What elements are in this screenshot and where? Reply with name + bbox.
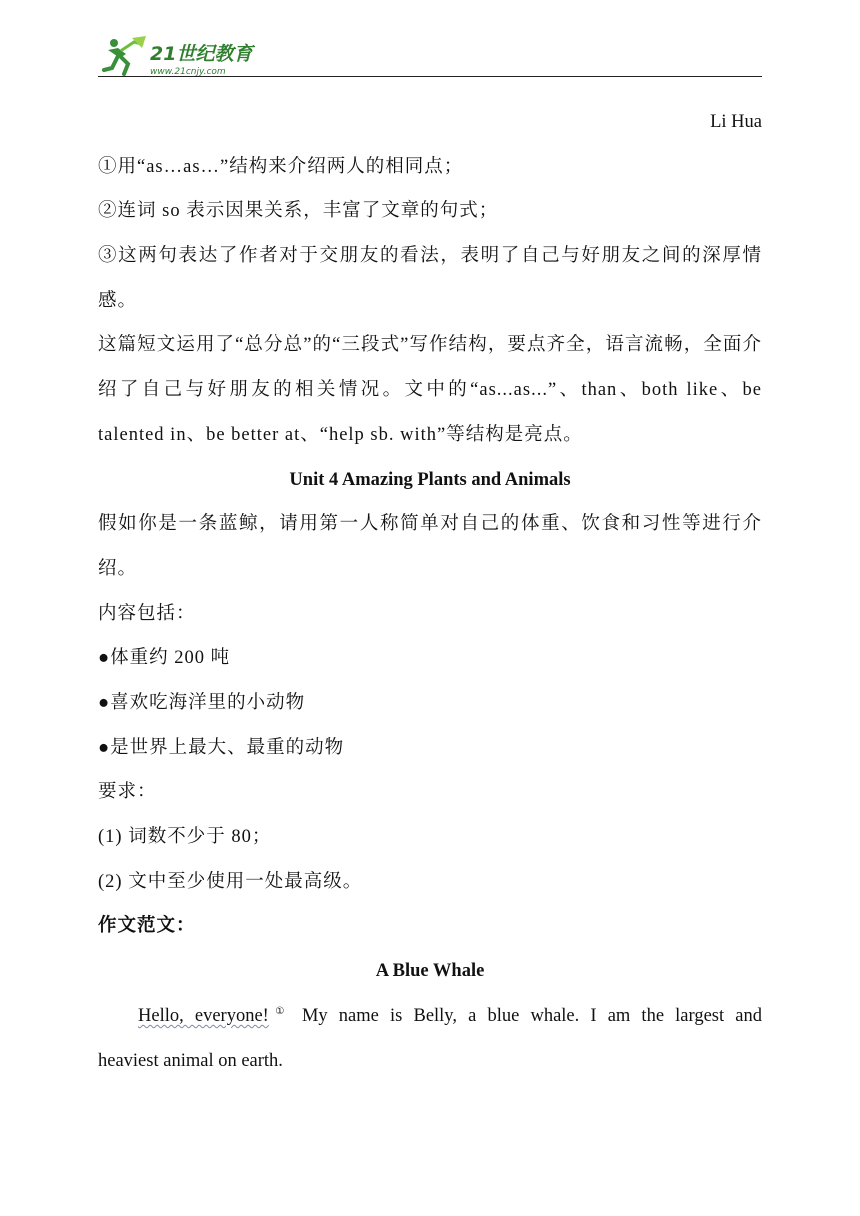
logo-text: 21世纪教育: [150, 43, 253, 65]
annotation-marker: ①: [268, 1005, 291, 1017]
unit-title: Unit 4 Amazing Plants and Animals: [289, 469, 571, 490]
content-label: 内容包括：: [98, 603, 196, 624]
requirement-item: (1) 词数不少于 80；: [98, 827, 272, 848]
note-2: ②连词 so 表示因果关系，丰富了文章的句式；: [98, 201, 499, 222]
requirement-item: (2) 文中至少使用一处最高级。: [98, 871, 363, 892]
essay-text: My name is Belly, a blue whale. I am the largest and: [290, 1005, 762, 1026]
header-rule: [98, 76, 762, 77]
document-body: [98, 100, 762, 1083]
essay-line-2: heaviest animal on earth.: [98, 1050, 283, 1071]
logo-url-text: www.21cnjy.com: [150, 67, 226, 77]
note-1: ①用“as…as…”结构来介绍两人的相同点；: [98, 156, 464, 177]
essay-title: A Blue Whale: [375, 961, 485, 982]
essay-greeting: Hello, everyone!: [138, 1005, 269, 1026]
note-3: ③这两句表达了作者对于交朋友的看法，表明了自己与好朋友之间的深厚情感。: [98, 246, 762, 311]
bullet-item: ●喜欢吃海洋里的小动物: [98, 693, 306, 714]
page-header: [98, 30, 762, 80]
signature: Li Hua: [710, 112, 762, 132]
sample-label: 作文范文：: [98, 916, 196, 937]
bullet-item: ●体重约 200 吨: [98, 648, 231, 669]
summary-paragraph: 这篇短文运用了“总分总”的“三段式”写作结构，要点齐全，语言流畅，全面介绍了自己与好朋友的相关情况。文中的“as...as...”、than、both like、be talented in、be better at、“help sb. with”等结构是亮点。: [98, 335, 762, 445]
logo-21cnjy: [98, 34, 268, 78]
writing-prompt: 假如你是一条蓝鲸，请用第一人称简单对自己的体重、饮食和习性等进行介绍。: [98, 514, 762, 579]
requirements-label: 要求：: [98, 782, 157, 803]
bullet-item: ●是世界上最大、最重的动物: [98, 737, 345, 758]
essay-line-1: [98, 994, 762, 1039]
